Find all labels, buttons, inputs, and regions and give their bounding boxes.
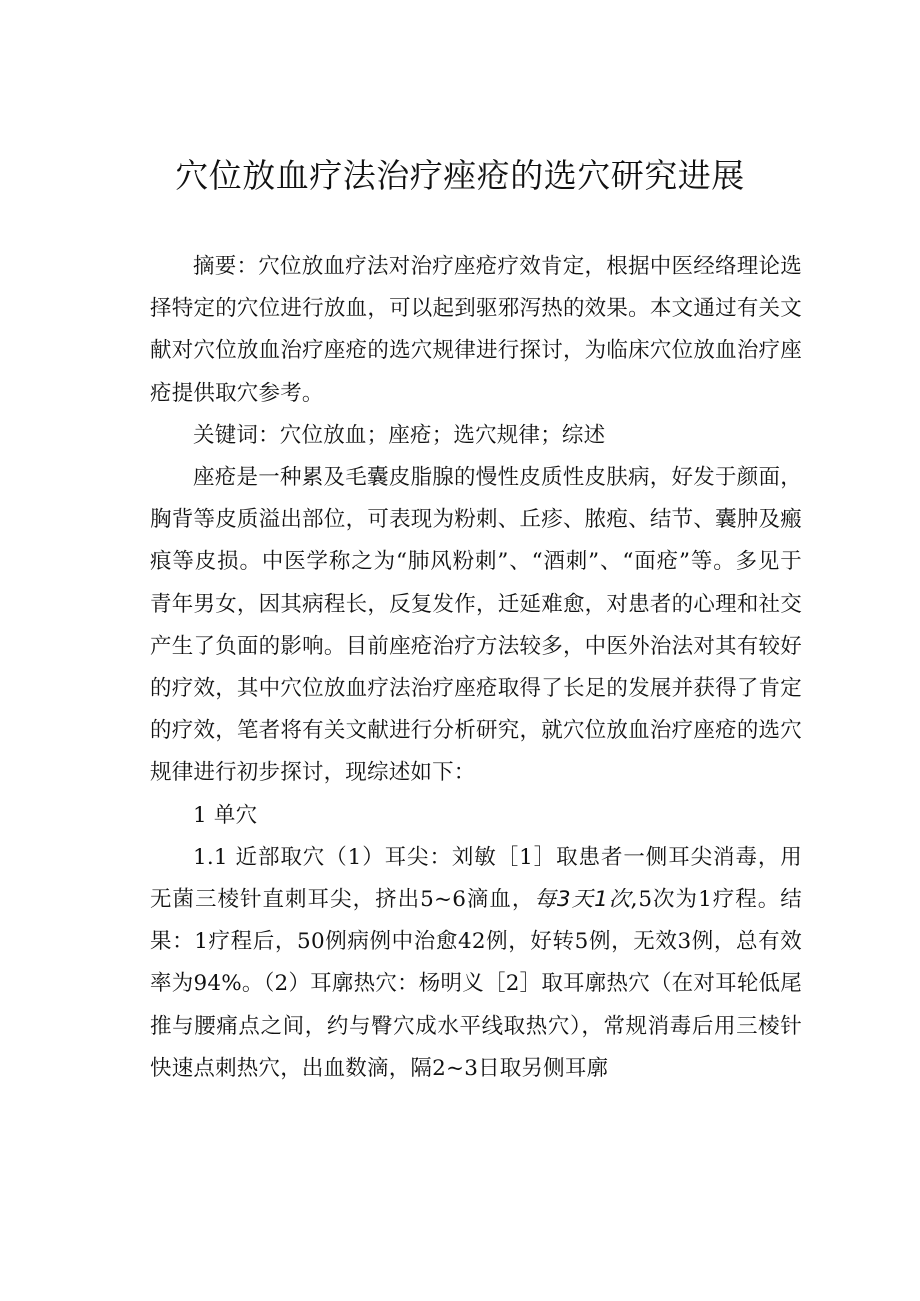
section-paragraph-italic: 每3天1次, <box>534 887 639 913</box>
section-heading: 1 单穴 <box>193 802 258 828</box>
section-paragraph <box>150 837 802 1090</box>
section-paragraph-part2: 5次为1疗程。结果：1疗程后，50例病例中治愈42例，好转5例，无效3例，总有效率为94%。（2）耳廓热穴：杨明义［2］取耳廓热穴（在对耳轮低尾推与腰痛点之间，约与臀穴成水平线取热穴），常规消毒后用三棱针快速点刺热穴，出血数滴，隔2~3日取另侧耳廓 <box>150 887 802 1081</box>
keywords-paragraph: 关键词：穴位放血；座疮；选穴规律；综述 <box>193 422 606 448</box>
section-paragraph-part1: 1.1 近部取穴（1）耳尖：刘敏［1］取患者一侧耳尖消毒，用无菌三棱针直刺耳尖，挤出5~6滴血， <box>150 844 802 913</box>
document-body <box>150 246 802 1090</box>
document-title: 穴位放血疗法治疗痤疮的选穴研究进展 <box>175 156 745 195</box>
intro-paragraph: 座疮是一种累及毛囊皮脂腺的慢性皮质性皮肤病，好发于颜面，胸背等皮质溢出部位，可表现为粉刺、丘疹、脓疱、结节、囊肿及瘢痕等皮损。中医学称之为“肺风粉刺”、“酒刺”、“面疮”等。多见于青年男女，因其病程长，反复发作，迁延难愈，对患者的心理和社交产生了负面的影响。目前座疮治疗方法较多，中医外治法对其有较好的疗效，其中穴位放血疗法治疗座疮取得了长足的发展并获得了肯定的疗效，笔者将有关文献进行分析研究，就穴位放血治疗座疮的选穴规律进行初步探讨，现综述如下： <box>150 465 802 786</box>
abstract-paragraph: 摘要：穴位放血疗法对治疗座疮疗效肯定，根据中医经络理论选择特定的穴位进行放血，可以起到驱邪泻热的效果。本文通过有关文献对穴位放血治疗座疮的选穴规律进行探讨，为临床穴位放血治疗座疮提供取穴参考。 <box>150 254 802 406</box>
